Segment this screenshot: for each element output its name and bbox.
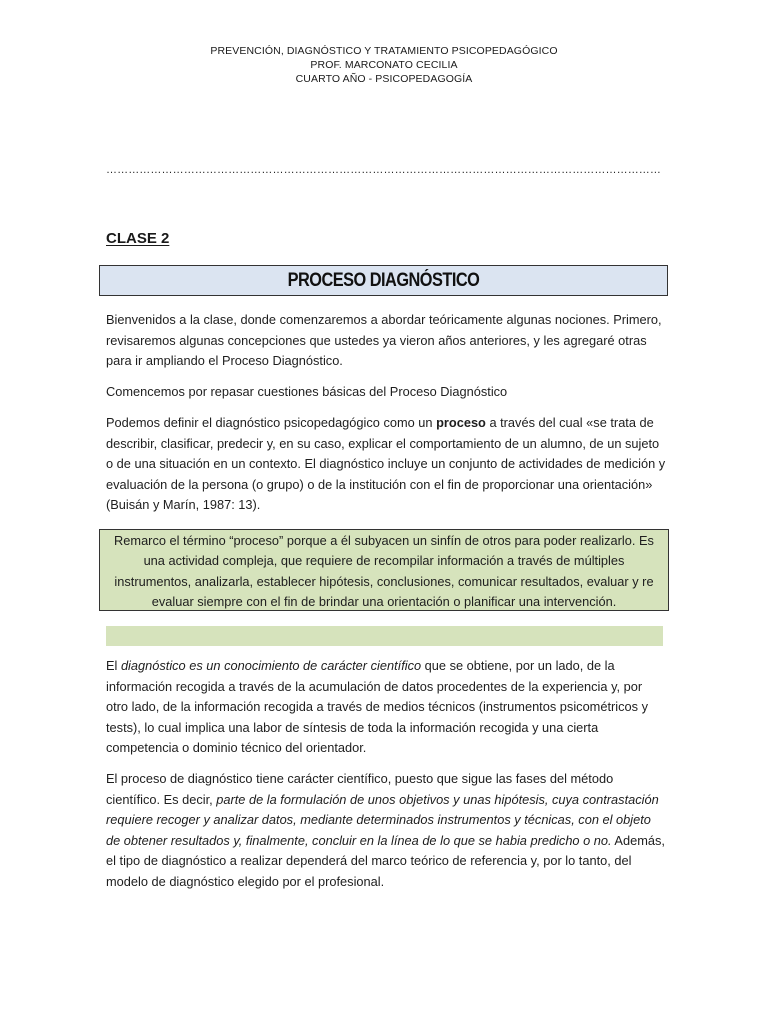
highlight-bar [106,626,663,646]
definition-text-start: Podemos definir el diagnóstico psicopedagógico como un [106,415,437,430]
definition-text-end: a través del cual «se trata de describir, clasificar, predecir y, en su caso, explicar el comportamiento de un alumno, de un sujeto o de una situación en un contexto. El diagnóstico incluye un conjunto de actividades de medición y evaluación de la persona (o grupo) o de la institución con el fin de proporcionar una orientación» (Buisán y Marín, 1987: 13). [106,415,666,512]
knowledge-text-end: que se obtiene, por un lado, de la información recogida a través de la acumulación de datos procedentes de la experiencia y, por otro lado, de la información recogida a través de medios técnicos (instrumentos psicométricos y tests), lo cual implica una labor de síntesis de toda la información recogida y una cierta competencia o dominio técnico del orientador. [106,658,648,755]
knowledge-text-start: El [106,658,121,673]
document-header [0,44,768,86]
method-text-end: Además, el tipo de diagnóstico a realizar dependerá del marco teórico de referencia y, por lo tanto, del modelo de diagnóstico elegido por el profesional. [106,832,665,889]
knowledge-emphasis: diagnóstico es un conocimiento de carácter científico [120,658,422,673]
highlight-box: Remarco el término “proceso” porque a él subyacen un sinfín de otros para poder realizarlo. Es una actividad compleja, que requiere de recompilar información a través de múltiples instrumentos, analizarla, establecer hipótesis, conclusiones, comunicar resultados, evaluar y re evaluar siempre con el fin de brindar una orientación o planificar una intervención. [99,529,669,611]
section-label: CLASE 2 [106,230,170,247]
header-professor: PROF. MARCONATO CECILIA [310,59,458,71]
dotted-separator: …………………………………………………………………………………………………………………………………… [106,164,661,176]
header-year: CUARTO AÑO - PSICOPEDAGOGÍA [295,73,473,85]
paragraph-review: Comencemos por repasar cuestiones básicas del Proceso Diagnóstico [106,384,508,399]
header-course-title: PREVENCIÓN, DIAGNÓSTICO Y TRATAMIENTO PSICOPEDAGÓGICO [210,45,558,57]
title-box [99,265,668,296]
paragraph-scientific-knowledge [106,656,666,759]
paragraph-intro: Bienvenidos a la clase, donde comenzaremos a abordar teóricamente algunas nociones. Primero, revisaremos algunas concepciones que ustedes ya vieron años anteriores, y les agregaré otras para ir ampliando el Proceso Diagnóstico. [106,312,662,368]
method-text-start: El proceso de diagnóstico tiene carácter científico, puesto que sigue las fases del método científico. Es decir, [106,771,614,807]
method-emphasis: parte de la formulación de unos objetivos y unas hipótesis, cuya contrastación requiere recoger y analizar datos, mediante determinados instrumentos y técnicas, con el objeto de obtener resultados y, finalmente, concluir en la línea de lo que se habia predicho o no. [106,791,659,848]
paragraph-definition [106,413,666,516]
page-title: PROCESO DIAGNÓSTICO [287,269,480,291]
definition-keyword: proceso [436,415,486,430]
paragraph-scientific-method [106,769,666,892]
